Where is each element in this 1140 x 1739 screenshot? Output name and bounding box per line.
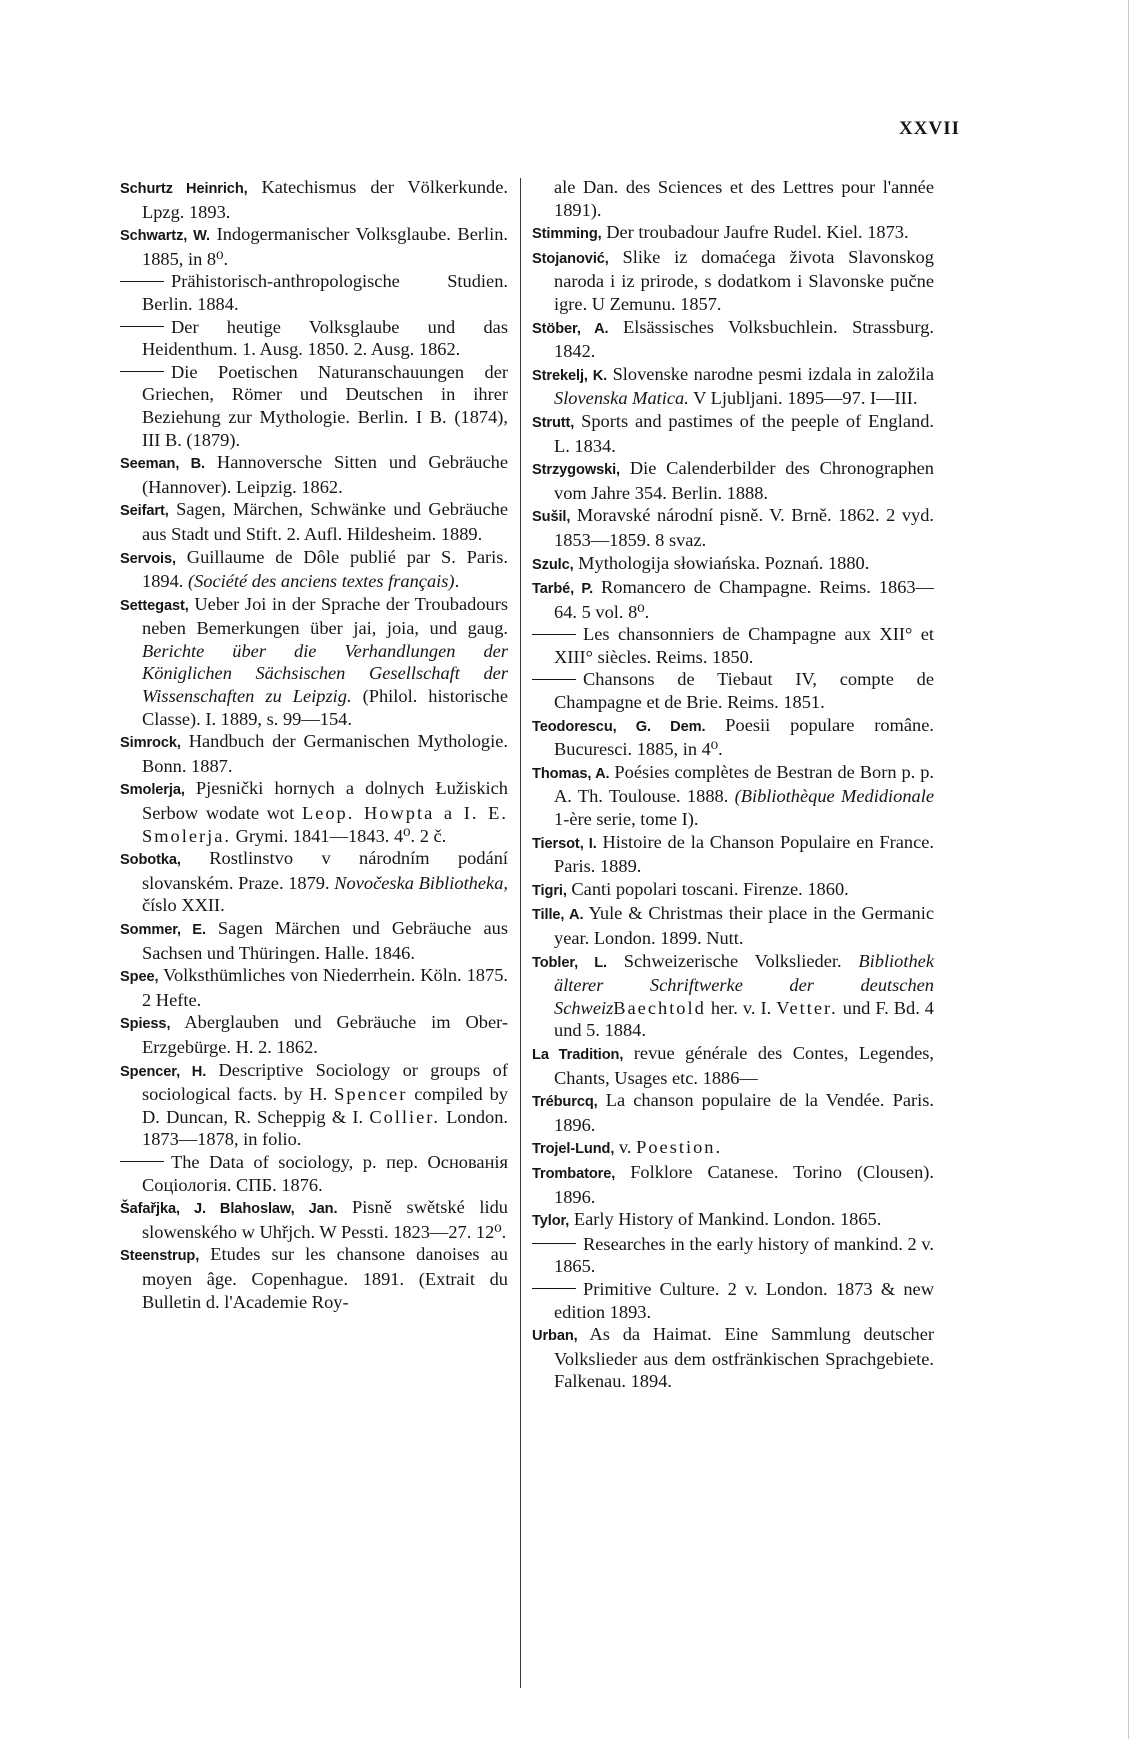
entry-text: Slovenske narodne pesmi izdala in založila — [607, 363, 934, 384]
entry-author: Tigri, — [532, 882, 567, 899]
entry-author: Seifart, — [120, 503, 169, 520]
entry-text: Volksthümliches von Niederrhein. Köln. 1875. 2 Hefte. — [142, 965, 508, 1010]
entry-author: Sommer, E. — [120, 922, 206, 938]
bibliography-entry — [532, 1161, 934, 1208]
entry-author: Settegast, — [120, 597, 189, 614]
entry-author: Trojel-Lund, — [532, 1141, 615, 1158]
entry-author: Thomas, A. — [532, 765, 610, 782]
entry-author: Seeman, B. — [120, 456, 205, 473]
entry-author: Strutt, — [532, 414, 575, 431]
column-divider — [520, 178, 521, 1688]
entry-author: Simrock, — [120, 735, 181, 752]
bibliography-entry — [120, 777, 508, 847]
bibliography-entry — [532, 1208, 934, 1233]
entry-author: Spiess, — [120, 1016, 171, 1033]
bibliography-entry — [120, 847, 508, 917]
ditto-dash — [532, 679, 576, 680]
entry-author: Schurtz Heinrich, — [120, 181, 248, 197]
entry-italic: Slovenska Matica. — [554, 388, 689, 409]
entry-text: Die Poetischen Naturanschauungen der Griechen, Römer und Deutschen in ihrer Beziehung zur Mythologie. Berlin. I B. (1874), III B. (1879). — [142, 361, 508, 450]
entry-text: Aberglauben und Gebräuche im Ober-Erzgebürge. H. 2. 1862. — [142, 1012, 508, 1057]
bibliography-entry — [532, 576, 934, 623]
entry-text: Grymi. 1841—1843. 4⁰. 2 č. — [231, 825, 447, 846]
ditto-dash — [120, 326, 164, 327]
entry-text: Schweizerische Volkslieder. — [606, 950, 859, 971]
bibliography-entry — [120, 451, 508, 498]
entry-text: Les chansonniers de Champagne aux XII° et XIII° siècles. Reims. 1850. — [554, 624, 934, 667]
bibliography-entry — [532, 902, 934, 949]
entry-author: Spee, — [120, 969, 159, 986]
entry-spaced: Leop. Howpta a I. E. Smolerja. — [142, 803, 508, 846]
bibliography-entry — [120, 593, 508, 731]
entry-text: compiled by D. Duncan, R. Scheppig & I. — [142, 1084, 508, 1127]
entry-text: Sagen, Märchen, Schwänke und Gebräuche aus Stadt und Stift. 2. Aufl. Hildesheim. 1889. — [142, 499, 508, 544]
entry-text: Die Calenderbilder des Chronographen vom Jahre 354. Berlin. 1888. — [554, 458, 934, 503]
entry-author: Urban, — [532, 1328, 578, 1345]
entry-text: Hannoversche Sitten und Gebräuche (Hannover). Leipzig. 1862. — [142, 452, 508, 497]
entry-text: Mythologija słowiańska. Poznań. 1880. — [573, 552, 870, 573]
entry-italic: Novočeska Bibliotheka, — [334, 872, 508, 893]
ditto-dash — [532, 1243, 576, 1244]
entry-author: Schwartz, W. — [120, 228, 211, 245]
entry-text: Der troubadour Jaufre Rudel. Kiel. 1873. — [601, 222, 909, 243]
entry-text: . — [454, 571, 460, 592]
entry-author: Trombatore, — [532, 1165, 616, 1182]
entry-text: Yule & Christmas their place in the Germanic year. London. 1899. Nutt. — [554, 903, 934, 948]
entry-text: Sagen Märchen und Gebräuche aus Sachsen und Thüringen. Halle. 1846. — [142, 918, 508, 963]
entry-author: Servois, — [120, 550, 176, 567]
entry-italic: Berichte über die Verhandlungen der Königlichen Sächsischen Gesellschaft der Wissenschaften zu Leipzig. — [142, 640, 508, 707]
entry-spaced: Baechtold — [613, 997, 706, 1018]
entry-author: Sobotka, — [120, 852, 181, 869]
page-number: XXVII — [899, 118, 960, 139]
bibliography-entry — [532, 363, 934, 410]
bibliography-entry — [120, 498, 508, 545]
bibliography-entry — [532, 1278, 934, 1323]
bibliography-entry — [532, 623, 934, 668]
entry-text: Katechismus der Völkerkunde. Lpzg. 1893. — [142, 177, 508, 222]
entry-author: Szulc, — [532, 556, 574, 573]
entry-text: 1-ère serie, tome I). — [554, 809, 699, 830]
page-edge — [1128, 0, 1129, 1739]
bibliography-entry — [120, 730, 508, 777]
bibliography-entry — [120, 964, 508, 1011]
entry-author: Tobler, L. — [532, 954, 607, 971]
left-column — [120, 176, 508, 1313]
bibliography-entry — [532, 950, 934, 1042]
bibliography-entry — [120, 176, 508, 223]
entry-author: Spencer, H. — [120, 1063, 207, 1080]
entry-author: Tarbé, P. — [532, 581, 594, 598]
entry-text: Descriptive Sociology or groups of sociological facts. by H. — [142, 1059, 509, 1105]
entry-text: Guillaume de Dôle publié par S. Paris. 1894. — [142, 546, 508, 592]
bibliography-entry — [532, 410, 934, 457]
entry-text: As da Haimat. Eine Sammlung deutscher Volkslieder aus dem ostfränkischen Sprachgebiete. Falkenau. 1894. — [554, 1324, 934, 1392]
entry-author: Stimming, — [532, 226, 602, 243]
bibliography-entry — [120, 546, 508, 593]
bibliography-entry — [120, 270, 508, 315]
entry-text: Histoire de la Chanson Populaire en France. Paris. 1889. — [554, 831, 935, 877]
entry-text: Rostlinstvo v národním podání slovanském. Praze. 1879. — [142, 848, 508, 893]
right-column — [532, 176, 934, 1393]
entry-author: Strekelj, K. — [532, 367, 608, 384]
bibliography-entry — [120, 1151, 508, 1196]
entry-text: Ueber Joi in der Sprache der Troubadours neben Bemerkungen über jai, joia, und gaug. — [142, 593, 508, 639]
bibliography-entry — [532, 878, 934, 903]
entry-text: Early History of Mankind. London. 1865. — [569, 1209, 882, 1230]
entry-text: číslo XXII. — [142, 895, 225, 916]
entry-text: Moravské národní pisně. V. Brně. 1862. 2 vyd. 1853—1859. 8 svaz. — [554, 505, 934, 550]
bibliography-entry — [120, 1059, 508, 1151]
bibliography-entry — [120, 361, 508, 451]
entry-text: Indogermanischer Volksglaube. Berlin. 1885, in 8⁰. — [142, 224, 508, 269]
bibliography-entry — [532, 221, 934, 246]
entry-author: Sušil, — [532, 509, 571, 526]
entry-text: Folklore Catanese. Torino (Clousen). 1896. — [554, 1161, 934, 1207]
bibliography-entry — [532, 1136, 934, 1161]
entry-text: her. v. I. — [705, 997, 777, 1018]
entry-text: Etudes sur les chansone danoises au moyen âge. Copenhague. 1891. (Extrait du Bulletin d. l'Academie Roy- — [142, 1244, 508, 1312]
entry-text: The Data of sociology, p. пер. Основанія Соціологія. СПБ. 1876. — [142, 1151, 508, 1195]
entry-author: Tylor, — [532, 1213, 570, 1230]
ditto-dash — [532, 634, 576, 635]
entry-spaced: Spencer — [334, 1084, 408, 1105]
bibliography-entry — [120, 316, 508, 361]
bibliography-entry — [120, 917, 508, 964]
entry-author: Stojanović, — [532, 250, 609, 267]
entry-author: Teodorescu, G. Dem. — [532, 718, 706, 735]
entry-text: La chanson populaire de la Vendée. Paris. 1896. — [554, 1090, 934, 1135]
bibliography-entry — [120, 223, 508, 270]
entry-text: Pisně swětské lidu slowenského w Uhřjch. W Pessti. 1823—27. 12⁰. — [142, 1197, 509, 1242]
bibliography-entry — [120, 1196, 508, 1243]
ditto-dash — [120, 371, 164, 372]
entry-text: revue générale des Contes, Legendes, Chants, Usages etc. 1886— — [554, 1042, 934, 1088]
bibliography-entry — [532, 552, 934, 577]
entry-author: Tréburcq, — [532, 1094, 598, 1111]
entry-author: La Tradition, — [532, 1046, 624, 1063]
bibliography-entry — [532, 504, 934, 551]
entry-text: Elsässisches Volksbuchlein. Strassburg. 1842. — [554, 316, 934, 362]
entry-text: Researches in the early history of mankind. 2 v. 1865. — [554, 1233, 934, 1277]
entry-text: Prähistorisch-anthropologische Studien. Berlin. 1884. — [142, 271, 508, 314]
entry-text: Romancero de Champagne. Reims. 1863—64. 5 vol. 8⁰. — [554, 577, 934, 622]
ditto-dash — [532, 1288, 576, 1289]
entry-italic: (Bibliothèque Medidionale — [734, 786, 934, 807]
ditto-dash — [120, 1161, 164, 1162]
entry-text: Poesii populare române. Bucuresci. 1885, in 4⁰. — [554, 714, 934, 760]
entry-italic: Bibliothek älterer Schriftwerke der deutschen Schweiz — [554, 950, 934, 1018]
bibliography-entry — [532, 316, 934, 363]
entry-spaced: Poestion. — [636, 1137, 723, 1158]
bibliography-entry — [532, 1089, 934, 1136]
entry-text: London. 1873—1878, in folio. — [142, 1106, 509, 1150]
entry-author: Steenstrup, — [120, 1248, 200, 1265]
entry-text: (Philol. historische Classe). I. 1889, s. 99—154. — [142, 686, 508, 729]
entry-italic: (Société des anciens textes français) — [187, 571, 455, 592]
bibliography-entry — [532, 714, 934, 761]
entry-author: Tille, A. — [532, 907, 584, 924]
entry-text: Bd. 4 und 5. 1884. — [554, 997, 935, 1041]
entry-text: V Ljubljani. 1895—97. I—III. — [688, 388, 918, 409]
entry-text: Sports and pastimes of the peeple of England. L. 1834. — [554, 410, 934, 456]
entry-text: Der heutige Volksglaube und das Heidenthum. 1. Ausg. 1850. 2. Ausg. 1862. — [142, 316, 508, 360]
entry-text: v. — [614, 1137, 637, 1158]
entry-spaced: Collier. — [369, 1106, 440, 1127]
entry-text: und F. — [837, 997, 894, 1018]
entry-author: Strzygowski, — [532, 462, 621, 479]
bibliography-entry — [532, 668, 934, 713]
entry-author: Smolerja, — [120, 782, 185, 799]
bibliography-entry — [532, 1042, 934, 1089]
entry-text: Primitive Culture. 2 v. London. 1873 & new edition 1893. — [554, 1278, 934, 1322]
entry-spaced: Vetter. — [776, 997, 838, 1018]
bibliography-entry — [120, 1243, 508, 1313]
bibliography-entry — [532, 457, 934, 504]
entry-author: Stöber, A. — [532, 320, 609, 337]
entry-author: Šafařjka, J. Blahoslaw, Jan. — [120, 1201, 338, 1218]
entry-text: Poésies complètes de Bestran de Born p. p. A. Th. Toulouse. 1888. — [554, 761, 934, 807]
entry-text: Pjesnički hornych a dolnych Łužiskich Serbow wodate wot — [142, 778, 508, 824]
bibliography-entry — [532, 831, 934, 878]
entry-text: Chansons de Tiebaut IV, compte de Champagne et de Brie. Reims. 1851. — [554, 669, 934, 713]
ditto-dash — [120, 281, 164, 282]
entry-text: Slike iz domaćega života Slavonskog naroda i iz prirode, s dodatkom i Slavonske pučne igre. U Zemunu. 1857. — [554, 246, 934, 314]
entry-author: Tiersot, I. — [532, 835, 597, 852]
entry-text: Canti popolari toscani. Firenze. 1860. — [566, 878, 849, 899]
entry-text: Handbuch der Germanischen Mythologie. Bonn. 1887. — [142, 731, 508, 776]
bibliography-entry — [532, 1233, 934, 1278]
bibliography-entry — [532, 176, 934, 221]
bibliography-entry — [532, 761, 934, 831]
bibliography-entry — [120, 1011, 508, 1058]
bibliography-entry — [532, 1323, 934, 1393]
bibliography-entry — [532, 246, 934, 316]
entry-text: ale Dan. des Sciences et des Lettres pour l'année 1891). — [554, 177, 934, 220]
